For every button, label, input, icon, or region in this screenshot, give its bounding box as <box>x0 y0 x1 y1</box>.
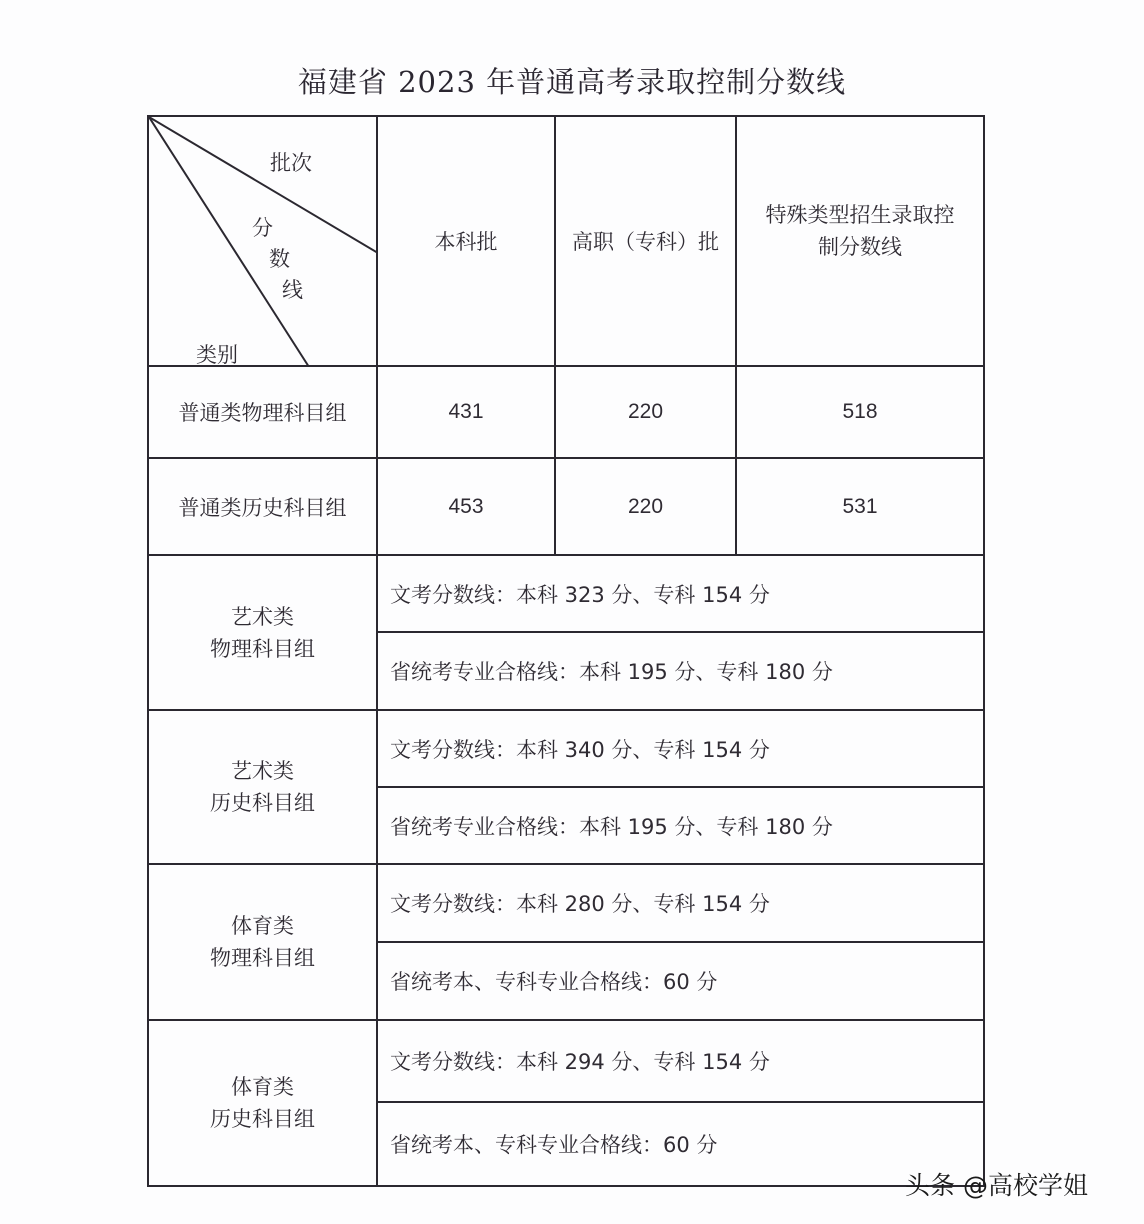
category-line1: 体育类 <box>231 914 294 938</box>
corner-label-score-2: 数 <box>269 247 290 271</box>
category-line1: 艺术类 <box>231 604 294 629</box>
column-header-undergraduate: 本科批 <box>377 116 555 366</box>
category-cell <box>148 710 377 864</box>
professional-pass-line: 省统考专业合格线：本科 195 分、专科 180 分 <box>377 787 984 864</box>
category-cell <box>148 555 377 710</box>
table-row <box>148 458 984 555</box>
category-line1: 体育类 <box>231 1075 294 1099</box>
diagonal-lines <box>149 117 378 367</box>
category-cell <box>148 864 377 1020</box>
vocational-score: 220 <box>555 366 736 458</box>
undergraduate-score: 431 <box>377 366 555 458</box>
professional-pass-line: 省统考专业合格线：本科 195 分、专科 180 分 <box>377 632 984 710</box>
column-header-special-line2: 制分数线 <box>818 235 902 259</box>
table-row <box>148 555 984 632</box>
table-row <box>148 710 984 787</box>
table-row <box>148 366 984 458</box>
culture-score-line: 文考分数线：本科 280 分、专科 154 分 <box>377 864 984 942</box>
culture-score-line: 文考分数线：本科 340 分、专科 154 分 <box>377 710 984 787</box>
header-row <box>148 116 984 366</box>
corner-label-category: 类别 <box>196 343 238 367</box>
professional-pass-line: 省统考本、专科专业合格线：60 分 <box>377 942 984 1020</box>
column-header-vocational: 高职（专科）批 <box>555 116 736 366</box>
table-row <box>148 864 984 942</box>
column-header-special-line1: 特殊类型招生录取控 <box>765 203 955 227</box>
corner-label-score-3: 线 <box>282 278 303 302</box>
professional-pass-line: 省统考本、专科专业合格线：60 分 <box>377 1102 984 1186</box>
watermark: 头条 @高校学姐 <box>905 1171 1088 1200</box>
special-score: 518 <box>736 366 984 458</box>
corner-label-score-1: 分 <box>252 216 273 240</box>
undergraduate-score: 453 <box>377 458 555 555</box>
category-line2: 历史科目组 <box>210 791 315 815</box>
culture-score-line: 文考分数线：本科 294 分、专科 154 分 <box>377 1020 984 1102</box>
table-row <box>148 1020 984 1102</box>
culture-score-line: 文考分数线：本科 323 分、专科 154 分 <box>377 555 984 632</box>
category-line2: 物理科目组 <box>210 636 315 661</box>
special-score: 531 <box>736 458 984 555</box>
admission-score-table <box>147 115 985 1187</box>
document-title: 福建省 2023 年普通高考录取控制分数线 <box>297 65 847 99</box>
category-line2: 历史科目组 <box>210 1107 315 1131</box>
category-cell: 普通类历史科目组 <box>148 458 377 555</box>
column-header-special <box>736 116 984 366</box>
corner-label-batch: 批次 <box>270 151 312 175</box>
category-cell: 普通类物理科目组 <box>148 366 377 458</box>
category-line1: 艺术类 <box>231 759 294 783</box>
vocational-score: 220 <box>555 458 736 555</box>
corner-header-cell <box>148 116 377 366</box>
category-cell <box>148 1020 377 1186</box>
category-line2: 物理科目组 <box>210 946 315 970</box>
